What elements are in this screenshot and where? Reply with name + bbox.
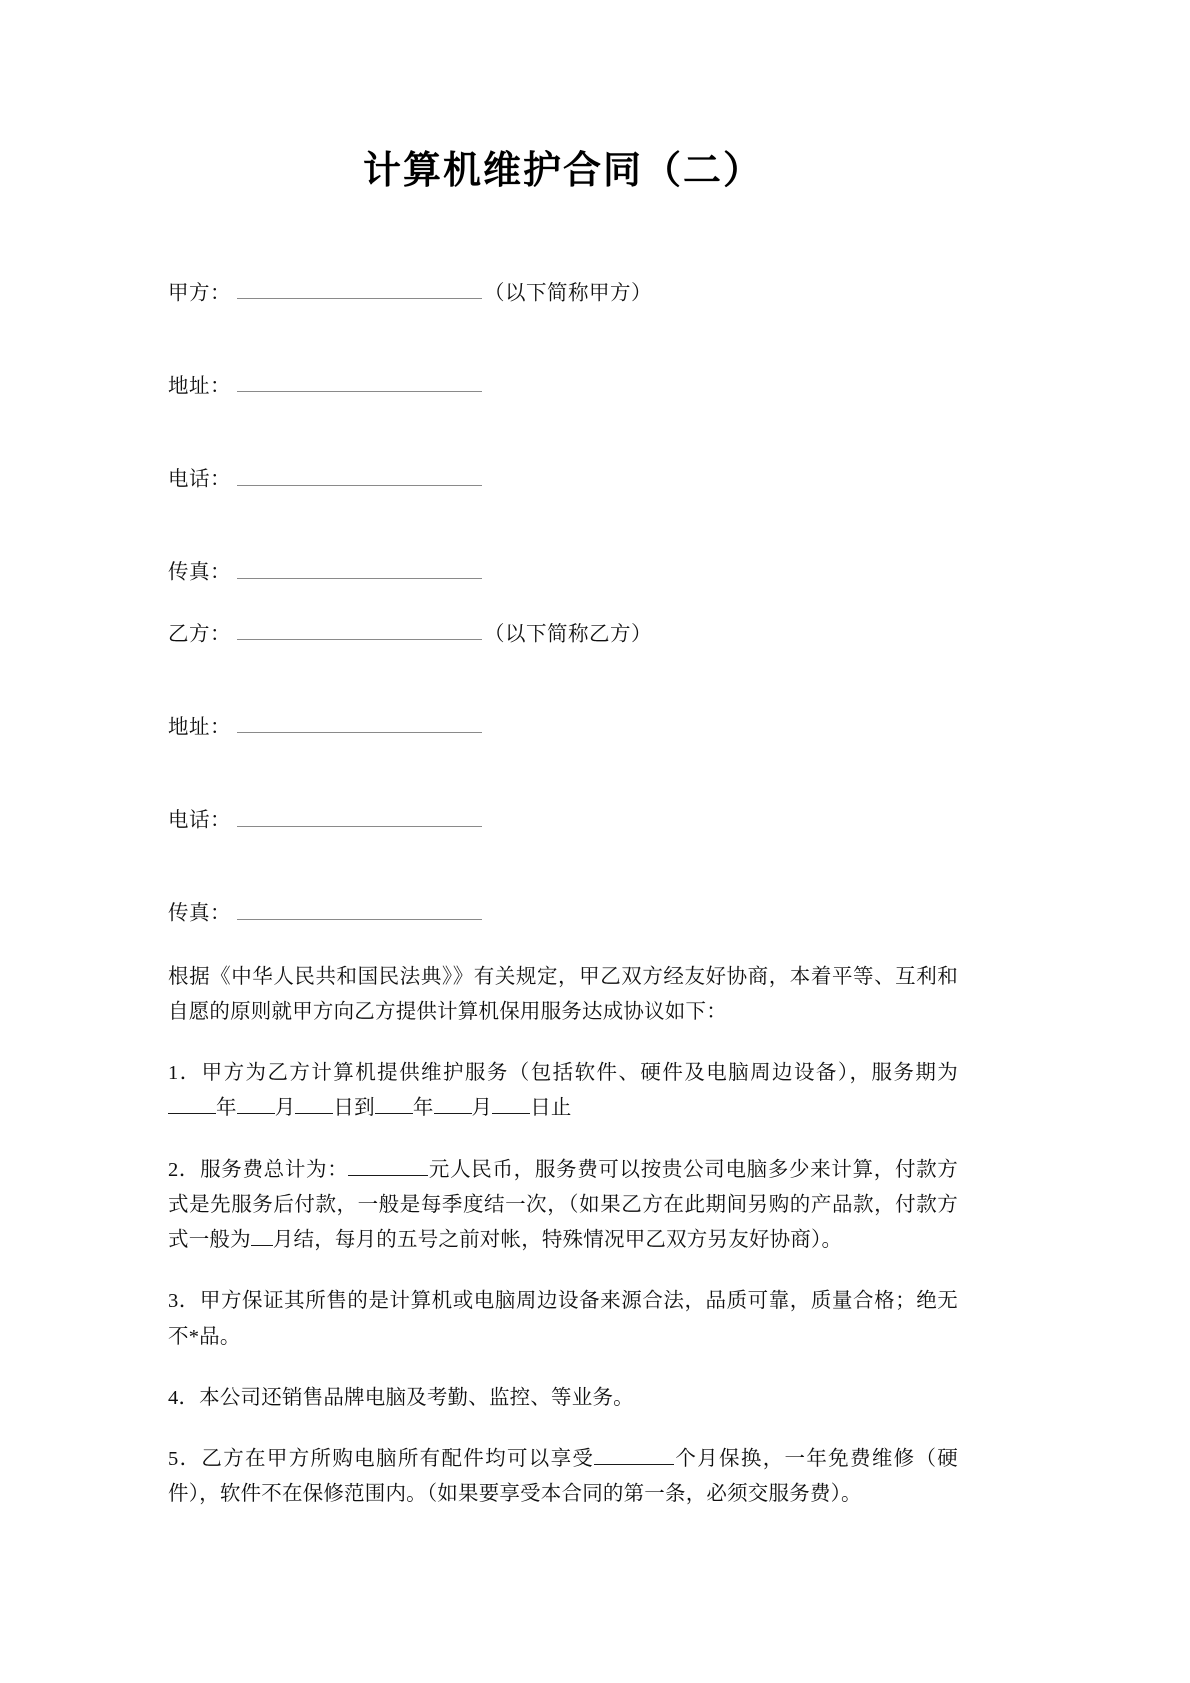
- party-b-name-row: [168, 619, 958, 650]
- party-a-name-input[interactable]: [237, 278, 482, 300]
- clause-2-fee-input[interactable]: [348, 1154, 428, 1176]
- clause-2-number: 2．: [168, 1158, 201, 1181]
- clause-5-text-before: 乙方在甲方所购电脑所有配件均可以享受: [201, 1448, 595, 1470]
- clause-1-text-before: 甲方为乙方计算机提供维护服务（包括软件、硬件及电脑周边设备），服务期为: [201, 1062, 959, 1084]
- party-b-name-input[interactable]: [237, 619, 482, 641]
- clause-1-text-mid-3: 日到: [333, 1097, 375, 1120]
- party-b-phone-label: 电话：: [168, 809, 231, 832]
- party-a-address-label: 地址：: [168, 375, 231, 398]
- party-b-phone-row: [168, 805, 958, 836]
- party-b-address-row: [168, 712, 958, 743]
- party-b-fax-row: [168, 898, 958, 929]
- clause-1-month-end-input[interactable]: [434, 1093, 472, 1115]
- party-b-phone-input[interactable]: [237, 805, 482, 827]
- clause-1-month-start-input[interactable]: [237, 1093, 275, 1115]
- clause-1-text-mid-5: 月: [471, 1097, 493, 1120]
- preamble-paragraph: [168, 960, 958, 1031]
- clause-3: [168, 1284, 958, 1355]
- party-a-block: [168, 278, 958, 589]
- clause-2-text-after-2: 月结，每月的五号之前对帐，特殊情况甲乙双方另友好协商）。: [272, 1229, 843, 1251]
- clause-2-month-input[interactable]: [251, 1225, 273, 1247]
- clause-4: [168, 1381, 958, 1416]
- party-b-fax-input[interactable]: [237, 898, 482, 920]
- clause-1-text-mid-6: 日止: [530, 1097, 572, 1120]
- party-a-phone-input[interactable]: [237, 464, 482, 486]
- preamble-line-2: 愿的原则就甲方向乙方提供计算机保用服务达成协议如下：: [188, 1000, 727, 1023]
- document-content: [168, 0, 958, 1513]
- clause-5-number: 5．: [168, 1448, 202, 1470]
- party-b-name-note: （以下简称乙方）: [484, 623, 652, 645]
- party-a-phone-row: [168, 464, 958, 495]
- contract-body: [168, 960, 958, 1513]
- preamble-line-1: 根据《中华人民共和国民法典》》有关规定，甲乙双方经友好协商，本着平等、互利和自: [168, 965, 958, 1023]
- clause-3-text: 甲方保证其所售的是计算机或电脑周边设备来源合法，品质可靠，质量合格；绝无不*品。: [168, 1290, 958, 1348]
- party-a-address-input[interactable]: [237, 371, 482, 393]
- clause-1-year-start-input[interactable]: [168, 1093, 216, 1115]
- party-b-block: [168, 619, 958, 930]
- party-a-name-row: [168, 278, 958, 309]
- clause-5-months-input[interactable]: [594, 1444, 674, 1466]
- party-a-address-row: [168, 371, 958, 402]
- clause-1-day-start-input[interactable]: [295, 1093, 333, 1115]
- party-b-fax-label: 传真：: [168, 902, 231, 925]
- clause-5: [168, 1442, 958, 1513]
- party-a-phone-label: 电话：: [168, 468, 231, 491]
- clause-5-text-after: 个月保换，一年免费维修（硬件），软件不在保修范围内。（如果要享受本合同的第一条，必须交服务费）。: [168, 1448, 958, 1506]
- page-title: 计算机维护合同（二）: [362, 150, 763, 192]
- clause-4-text: 本公司还销售品牌电脑及考勤、监控、等业务。: [199, 1386, 634, 1409]
- clause-1: [168, 1056, 958, 1127]
- party-a-name-note: （以下简称甲方）: [484, 282, 652, 304]
- clause-2: [168, 1153, 958, 1259]
- party-a-name-label: 甲方：: [168, 282, 231, 304]
- clause-1-day-end-input[interactable]: [492, 1093, 530, 1115]
- clause-2-text-after-1: 元人民币，服务费可以按贵公司电脑多少来计算，付款方式是先服务后付款，一般是每季度结一次，（如果乙方在此期间另购的产品款，付款方式一般为: [168, 1158, 959, 1251]
- party-b-address-input[interactable]: [237, 712, 482, 734]
- clause-1-text-mid-4: 年: [412, 1097, 434, 1120]
- clause-1-year-end-input[interactable]: [375, 1093, 413, 1115]
- clause-2-text-before: 服务费总计为：: [200, 1158, 349, 1181]
- clause-1-text-mid-2: 月: [274, 1097, 296, 1120]
- party-b-address-label: 地址：: [168, 716, 231, 739]
- clause-4-number: 4．: [168, 1386, 200, 1409]
- party-a-fax-row: [168, 557, 958, 588]
- party-a-fax-label: 传真：: [168, 561, 231, 584]
- clause-3-number: 3．: [168, 1290, 200, 1313]
- clause-1-number: 1．: [168, 1062, 202, 1084]
- clause-1-text-mid-1: 年: [216, 1097, 237, 1120]
- party-b-name-label: 乙方：: [168, 623, 231, 645]
- party-a-fax-input[interactable]: [237, 557, 482, 579]
